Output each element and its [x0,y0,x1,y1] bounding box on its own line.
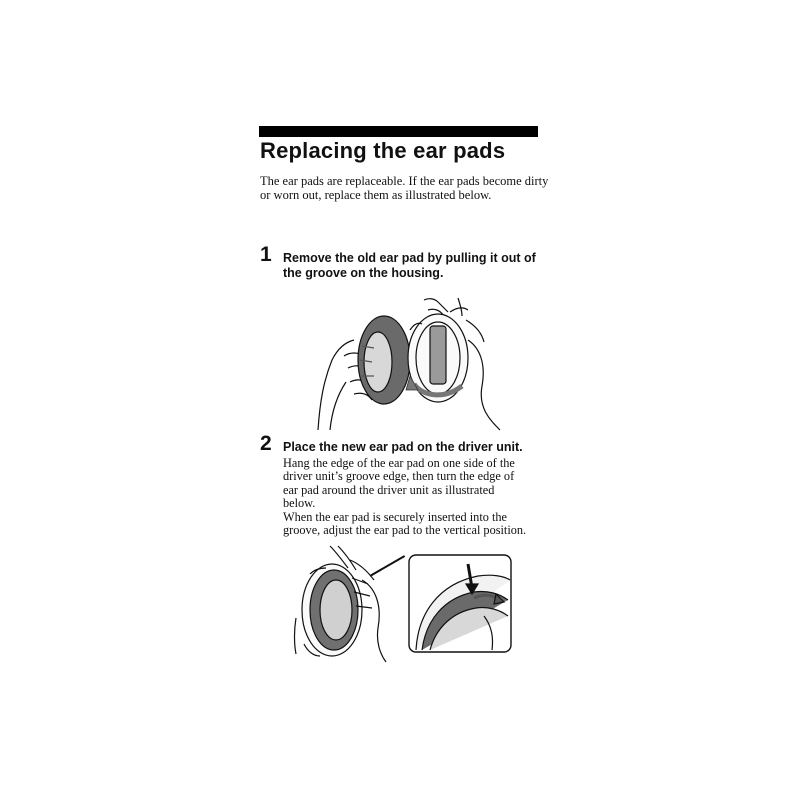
intro-text: The ear pads are replaceable. If the ear pads become dirty or worn out, replace them as illustrated below. [260,174,549,202]
section-title: Replacing the ear pads [260,138,506,163]
step-2-body-line-5: When the ear pad is securely inserted into the [283,510,507,524]
step-2-number: 2 [260,432,272,455]
step-1-heading-line-2: the groove on the housing. [283,266,444,280]
step-2-body-line-1: Hang the edge of the ear pad on one side of the [283,456,515,470]
remove-ear-pad-illustration [310,290,510,435]
groove-detail-inset [408,554,512,654]
step-2-heading: Place the new ear pad on the driver unit. [283,440,523,454]
step-1-heading-line-1: Remove the old ear pad by pulling it out of [283,251,536,265]
step-2-body-line-4: below. [283,496,316,510]
section-rule [259,126,538,137]
step-2-body-line-2: driver unit’s groove edge, then turn the edge of [283,469,515,483]
step-2-body-line-3: ear pad around the driver unit as illustrated [283,483,495,497]
step-2-body-line-6: groove, adjust the ear pad to the vertical position. [283,523,527,537]
step-1-number: 1 [260,243,272,266]
attach-ear-pad-illustration [290,544,405,664]
